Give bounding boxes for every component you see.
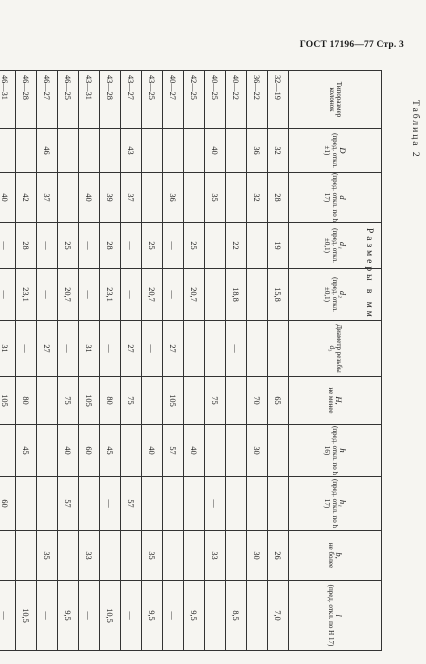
table-cell: —: [100, 321, 121, 377]
table-cell: [163, 129, 184, 173]
table-cell: [142, 173, 163, 223]
table-cell: 37: [121, 173, 142, 223]
table-cell: 23,1: [16, 269, 37, 321]
table-cell: —: [0, 223, 16, 269]
table-cell: —: [205, 477, 226, 531]
column-header: [289, 581, 382, 651]
table-cell: 32: [247, 173, 268, 223]
table-caption: Таблица 2: [410, 100, 420, 159]
table-cell: 57: [163, 425, 184, 477]
table-cell: [142, 377, 163, 425]
table-cell: 27: [37, 321, 58, 377]
table-cell: 22: [226, 223, 247, 269]
table-cell: 70: [247, 377, 268, 425]
table-cell: [184, 531, 205, 581]
table-row: [205, 71, 226, 651]
row-designation: 46—27: [37, 71, 58, 129]
column-symbol: b,: [334, 552, 345, 559]
table-cell: 30: [247, 425, 268, 477]
table-cell: [268, 425, 289, 477]
table-cell: 9,5: [142, 581, 163, 651]
column-symbol: d: [338, 195, 349, 200]
table-cell: [79, 129, 100, 173]
table-cell: 9,5: [184, 581, 205, 651]
table-cell: [163, 477, 184, 531]
column-header: [289, 321, 382, 377]
table-cell: 25: [142, 223, 163, 269]
table-cell: 30: [247, 531, 268, 581]
table-cell: —: [163, 269, 184, 321]
column-description: не менее: [327, 387, 335, 414]
column-symbol: d₂: [338, 290, 349, 299]
table-cell: 33: [79, 531, 100, 581]
table-cell: [205, 321, 226, 377]
table-cell: 46: [37, 129, 58, 173]
table-cell: —: [142, 321, 163, 377]
table-cell: [100, 129, 121, 173]
table-cell: —: [121, 269, 142, 321]
table-row: [184, 71, 205, 651]
column-header: [289, 71, 382, 129]
table-row: [100, 71, 121, 651]
row-designation: 36—22: [247, 71, 268, 129]
column-header: [289, 531, 382, 581]
row-designation: 32—19: [268, 71, 289, 129]
table-cell: [184, 321, 205, 377]
table-cell: 60: [79, 425, 100, 477]
table-cell: 36: [247, 129, 268, 173]
table-cell: 80: [16, 377, 37, 425]
table-cell: [142, 129, 163, 173]
table-cell: [205, 581, 226, 651]
table-cell: 65: [268, 377, 289, 425]
table-cell: 28: [16, 223, 37, 269]
table-cell: —: [79, 269, 100, 321]
table-cell: [247, 223, 268, 269]
table-cell: 75: [121, 377, 142, 425]
table-cell: [226, 477, 247, 531]
column-header: [289, 173, 382, 223]
table-cell: 57: [121, 477, 142, 531]
table-cell: 36: [163, 173, 184, 223]
table-cell: 27: [121, 321, 142, 377]
table-cell: —: [121, 581, 142, 651]
table-header-row: [289, 71, 382, 651]
row-designation: 43—31: [79, 71, 100, 129]
table-cell: 18,8: [226, 269, 247, 321]
table-cell: [184, 477, 205, 531]
column-header: [289, 223, 382, 269]
table-cell: [37, 377, 58, 425]
table-cell: [16, 531, 37, 581]
table-cell: 10,5: [16, 581, 37, 651]
column-description: (пред. откл. по H 17): [327, 584, 335, 647]
table-row: [0, 71, 16, 651]
table-cell: 35: [142, 531, 163, 581]
row-designation: 43—25: [142, 71, 163, 129]
table-cell: 43: [121, 129, 142, 173]
table-cell: [226, 377, 247, 425]
table-cell: —: [121, 223, 142, 269]
table-cell: —: [58, 321, 79, 377]
column-description: (пред. откл. ±0,1): [323, 277, 339, 312]
table-cell: [16, 129, 37, 173]
table-cell: —: [0, 581, 16, 651]
column-description: (пред. откл. по h 17): [323, 173, 339, 223]
column-description: (пред. откл. ±1): [323, 133, 339, 168]
column-symbol: D: [338, 147, 349, 154]
table-cell: [100, 531, 121, 581]
column-header: [289, 129, 382, 173]
row-designation: 43—27: [121, 71, 142, 129]
table-cell: 8,5: [226, 581, 247, 651]
table-cell: 80: [100, 377, 121, 425]
table-cell: [184, 377, 205, 425]
table-cell: 9,5: [58, 581, 79, 651]
table-cell: 10,5: [100, 581, 121, 651]
table-cell: 75: [205, 377, 226, 425]
table-cell: [205, 269, 226, 321]
page-header: ГОСТ 17196—77 Стр. 3: [299, 40, 404, 50]
table-cell: 45: [100, 425, 121, 477]
table-row: [58, 71, 79, 651]
table-cell: 45: [16, 425, 37, 477]
table-row: [247, 71, 268, 651]
table-row: [226, 71, 247, 651]
row-designation: 46—31: [0, 71, 16, 129]
column-description: Типоразмер колонок: [328, 81, 344, 118]
table-cell: [226, 129, 247, 173]
dimensions-table: [0, 70, 382, 651]
table-cell: 60: [0, 477, 16, 531]
table-cell: [268, 321, 289, 377]
table-cell: [37, 425, 58, 477]
table-cell: 20,7: [142, 269, 163, 321]
table-cell: [205, 425, 226, 477]
table-cell: —: [16, 321, 37, 377]
table-row: [142, 71, 163, 651]
table-row: [268, 71, 289, 651]
table-cell: 105: [163, 377, 184, 425]
table-row: [37, 71, 58, 651]
row-designation: 46—25: [58, 71, 79, 129]
table-cell: —: [37, 581, 58, 651]
table-cell: 25: [184, 223, 205, 269]
table-cell: 19: [268, 223, 289, 269]
table-cell: 25: [58, 223, 79, 269]
table-cell: [247, 477, 268, 531]
table-cell: [58, 531, 79, 581]
table-cell: 31: [0, 321, 16, 377]
table-cell: 26: [268, 531, 289, 581]
table-cell: 105: [0, 377, 16, 425]
column-description: не более: [327, 542, 335, 569]
table-cell: [226, 425, 247, 477]
table-cell: 27: [163, 321, 184, 377]
table-cell: [184, 129, 205, 173]
table-cell: 75: [58, 377, 79, 425]
table-caption-wrap: [404, 100, 424, 220]
table-cell: [184, 173, 205, 223]
size-caption: Размеры в мм: [364, 228, 374, 320]
table-cell: —: [37, 269, 58, 321]
table-cell: [121, 425, 142, 477]
rotated-table-container: [0, 70, 382, 650]
table-cell: —: [0, 269, 16, 321]
column-header: [289, 477, 382, 531]
table-cell: 20,7: [58, 269, 79, 321]
table-cell: 39: [100, 173, 121, 223]
column-header: [289, 425, 382, 477]
table-cell: —: [79, 223, 100, 269]
table-cell: [226, 173, 247, 223]
table-cell: 40: [184, 425, 205, 477]
table-cell: 33: [205, 531, 226, 581]
table-row: [163, 71, 184, 651]
column-header: [289, 377, 382, 425]
row-designation: 46—28: [16, 71, 37, 129]
table-cell: 40: [79, 173, 100, 223]
table-cell: [247, 321, 268, 377]
table-cell: [79, 477, 100, 531]
row-designation: 40—25: [205, 71, 226, 129]
row-designation: 43—28: [100, 71, 121, 129]
table-cell: 28: [100, 223, 121, 269]
table-cell: —: [226, 321, 247, 377]
table-row: [79, 71, 100, 651]
table-cell: 28: [268, 173, 289, 223]
table-row: [121, 71, 142, 651]
table-cell: 40: [58, 425, 79, 477]
table-cell: 40: [142, 425, 163, 477]
table-cell: [142, 477, 163, 531]
column-header: [289, 269, 382, 321]
table-cell: 31: [79, 321, 100, 377]
column-symbol: l: [334, 614, 345, 617]
column-symbol: H,: [334, 396, 345, 405]
table-cell: [58, 173, 79, 223]
table-cell: [0, 425, 16, 477]
table-cell: 37: [37, 173, 58, 223]
row-designation: 40—22: [226, 71, 247, 129]
table-cell: 40: [0, 173, 16, 223]
table-cell: 57: [58, 477, 79, 531]
table-row: [16, 71, 37, 651]
table-cell: 23,1: [100, 269, 121, 321]
table-cell: 35: [205, 173, 226, 223]
table-cell: [247, 269, 268, 321]
table-cell: [37, 477, 58, 531]
table-cell: 105: [79, 377, 100, 425]
table-cell: 35: [37, 531, 58, 581]
table-cell: [163, 531, 184, 581]
table-cell: 32: [268, 129, 289, 173]
column-symbol: d₁: [338, 241, 349, 250]
table-cell: 42: [16, 173, 37, 223]
table-cell: [268, 477, 289, 531]
table-cell: —: [163, 581, 184, 651]
table-cell: —: [37, 223, 58, 269]
table-cell: [16, 477, 37, 531]
table-cell: [0, 531, 16, 581]
table-cell: 7,0: [268, 581, 289, 651]
table-cell: [247, 581, 268, 651]
column-symbol: h₁: [338, 499, 349, 508]
table-cell: [121, 531, 142, 581]
table-cell: [226, 531, 247, 581]
column-symbol: h: [338, 448, 349, 453]
table-cell: 20,7: [184, 269, 205, 321]
column-description: Диаметр резьбы d₃: [328, 324, 344, 373]
table-cell: [0, 129, 16, 173]
table-cell: [205, 223, 226, 269]
table-body: [0, 71, 289, 651]
table-cell: —: [100, 477, 121, 531]
table-cell: —: [79, 581, 100, 651]
row-designation: 40—27: [163, 71, 184, 129]
column-description: (пред. откл. по h 17): [323, 478, 339, 528]
table-cell: [58, 129, 79, 173]
table-cell: 15,8: [268, 269, 289, 321]
row-designation: 42—25: [184, 71, 205, 129]
table-cell: 40: [205, 129, 226, 173]
column-description: (пред. откл. ±0,1): [323, 228, 339, 263]
table-cell: —: [163, 223, 184, 269]
column-description: (пред. откл. по h 16): [323, 425, 339, 475]
